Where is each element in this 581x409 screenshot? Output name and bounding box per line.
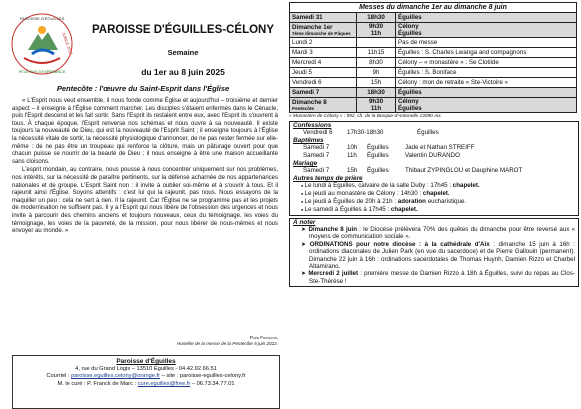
- mass-day-cell: Dimanche 1er 7ème dimanche de Pâques: [290, 23, 357, 38]
- list-item: Samedi 7 10h Éguilles Jade et Nathan STREIFF: [303, 144, 475, 151]
- mariage-title: Mariage: [293, 160, 318, 167]
- left-column: [4, 4, 280, 405]
- mass-day-cell: Jeudi 5: [290, 68, 357, 78]
- table-row: [290, 58, 577, 68]
- mass-time-cell: 15h: [357, 78, 396, 88]
- table-row: [290, 13, 577, 23]
- confessions-title: Confessions: [293, 122, 332, 129]
- mass-place-cell: Pas de messe: [396, 38, 577, 48]
- confessions-section: [289, 121, 579, 216]
- parish-contact-box: [12, 355, 280, 409]
- table-row: [290, 98, 577, 113]
- list-item: Samedi 7 11h Éguilles Valentin DURANDO: [303, 152, 460, 159]
- homily-paragraph: « L'Esprit nous veut ensemble, il nous fonde comme Église et aujourd'hui – troisième et dernier aspect – il enseigne à l'Église comment marcher. Les disciples s'étaient enfermés dans le Cénacle, puis l'Esprit descend et les fait sortir. Sans l'Esprit ils restaient entre eux, avec l'Esprit ils s'ouvrent à tous. À chaque époque, l'Esprit renverse nos schémas et nous ouvre à sa nouveauté. Il existe toujours la nouveauté de Dieu, qui est la nouveauté de l'Esprit Saint ; il enseigne toujours à l'Église la nécessité vitale de sortir, la nécessité physiologique d'annoncer, de ne pas rester fermée sur elle-même : de ne pas être un troupeau qui renforce la clôture, mais un pâturage ouvert pour que chacun puisse se nourrir de la beauté de Dieu ; il nous enseigne à être une maison accueillante sans cloisons.: [12, 98, 278, 165]
- mass-day-cell: Dimanche 8 Pentecôte: [290, 98, 357, 113]
- mass-place-cell: Éguilles : S. Charles Lwanga and compagnons: [396, 48, 577, 58]
- list-item: ● Le jeudi à Éguilles de 20h à 21h : adoration eucharistique.: [301, 198, 467, 205]
- table-row: [290, 48, 577, 58]
- bullet-icon: ●: [301, 207, 305, 212]
- table-row: [290, 88, 577, 98]
- homily-text: [12, 98, 278, 237]
- table-row: [290, 38, 577, 48]
- mass-place-cell: Célony – « monastère » : Se Clotilde: [396, 58, 577, 68]
- a-noter-list: [293, 226, 575, 285]
- mass-table-header: Messes du dimanche 1er au dimanche 8 juin: [290, 3, 577, 13]
- monastery-note: « Monastère de Célony » : 952, ch. de la Bosque-d'Antonelle 13090 Aix.: [289, 114, 443, 119]
- parish-email-line: Courriel : paroisse.eguilles.celony@orange.fr – site : paroisse-eguilles-celony.fr: [46, 373, 246, 380]
- prayer-list: [293, 182, 575, 214]
- svg-text:PAROISSE D'ÉGUILLES: PAROISSE D'ÉGUILLES: [19, 16, 65, 21]
- mass-schedule-table: [289, 2, 577, 113]
- theme-title: Pentecôte : l'œuvre du Saint-Esprit dans l'Église: [56, 84, 230, 93]
- mass-time-cell: 9h30 11h: [357, 23, 396, 38]
- mass-time-cell: 18h30: [357, 88, 396, 98]
- mass-day-cell: Samedi 31: [290, 13, 357, 23]
- table-row: [290, 78, 577, 88]
- mass-place-cell: Célony Éguilles: [396, 23, 577, 38]
- cure-email-link[interactable]: cure.eguilles@free.fr: [137, 380, 191, 387]
- mass-time-cell: 11h15: [357, 48, 396, 58]
- mass-day-cell: Samedi 7: [290, 88, 357, 98]
- homily-signature: [104, 335, 278, 347]
- mass-place-cell: Éguilles : S. Boniface: [396, 68, 577, 78]
- bullet-icon: ●: [301, 199, 305, 204]
- arrow-icon: ➤: [301, 270, 309, 278]
- a-noter-title: À noter: [293, 219, 316, 226]
- list-item: ➤ Mercredi 2 juillet : première messe de Damien Rizzo à 18h à Éguilles, suivi du repas au Clos-Ste-Thérèse !: [301, 270, 575, 285]
- mass-time-cell: 8h30: [357, 58, 396, 68]
- parish-address: 4, rue du Grand Logis – 13510 Éguilles - 04.42.92.66.51: [75, 365, 217, 372]
- baptemes-title: Baptêmes: [293, 137, 324, 144]
- parish-email-link[interactable]: paroisse.eguilles.celony@orange.fr: [71, 373, 161, 380]
- mass-time-cell: 18h30: [357, 13, 396, 23]
- cure-line: M. le curé : P. Franck de Marc : cure.eguilles@free.fr – 06.73.34.77.01: [57, 380, 235, 387]
- svg-text:PÈLERINS D'ESPÉRANCE: PÈLERINS D'ESPÉRANCE: [18, 70, 66, 74]
- week-dates: du 1er au 8 juin 2025: [141, 67, 225, 77]
- mass-day-cell: Lundi 2: [290, 38, 357, 48]
- table-row: [290, 23, 577, 38]
- signature-source: Homélie de la messe de la Pentecôte 5 juin 2022.: [176, 341, 278, 346]
- arrow-icon: ➤: [301, 226, 309, 233]
- mass-time-cell: 9h30 11h: [357, 98, 396, 113]
- arrow-icon: ➤: [301, 240, 310, 248]
- mass-day-cell: Mardi 3: [290, 48, 357, 58]
- signature-name: Pape François,: [249, 335, 278, 340]
- list-item: ➤ ORDINATIONS pour notre diocèse : à la cathédrale d'Aix : dimanche 15 juin à 16h : ordinations diaconales de Julien Park (en vue du sacerdoce) et de Pierre Gallouin (permanent). Dimanche 22 juin à 16h : ordinations sacerdotales de Thomas Huynh, Damien Rizzo et Charbel Altamirano.: [301, 240, 576, 271]
- list-item: ● Le samedi à Éguilles à 17h45 : chapelet.: [301, 206, 418, 213]
- homily-paragraph: L'esprit mondain, au contraire, nous pousse à nous concentrer uniquement sur nos problèmes, nos intérêts, sur la nécessité de paraître pertinents, sur la défense acharnée de nos appartenances nationales et de groupe. L'Esprit Saint non : il invite à oublier soi-même et à s'ouvrir à tous. Et il rajeunit ainsi l'Église. Soyons attentifs : c'est lui qui la rajeunit, pas nous. Nous essayons de la maquiller un peu : cela ne sert à rien. Il la rajeunit. Car l'Église ne se programme pas et les projets de modernisation ne suffisent pas. Il y a l'Esprit qui nous libère de l'obsession des urgences et nous invite à parcourir des chemins anciens et toujours nouveaux, ceux du témoignage, les voies du témoignage, les voies de la pauvreté, de la mission, pour nous libérer de nous-mêmes et nous envoyer au monde. »: [12, 167, 278, 235]
- list-item: ● Le lundi à Éguilles, calvaire de la salle Duby : 17h45 : chapelet.: [301, 182, 480, 189]
- right-column: [289, 2, 579, 287]
- mass-time-cell: [357, 38, 396, 48]
- mass-day-cell: Mercredi 4: [290, 58, 357, 68]
- prayer-title: Autres temps de prière: [293, 175, 363, 182]
- mass-place-cell: Célony : mon de retraite « Ste-Victoire »: [396, 78, 577, 88]
- svg-text:JUBILÉ 2025: JUBILÉ 2025: [61, 31, 74, 56]
- table-row: [290, 68, 577, 78]
- page-title: PAROISSE D'ÉGUILLES-CÉLONY: [91, 24, 275, 36]
- a-noter-section: [289, 218, 579, 287]
- bullet-icon: ●: [301, 191, 305, 196]
- bullet-icon: ●: [301, 183, 305, 188]
- week-label: Semaine: [167, 48, 199, 57]
- mass-place-cell: Célony Éguilles: [396, 98, 577, 113]
- list-item: ➤ Dimanche 8 juin : le Diocèse prélèvera 70% des quêtes du dimanche pour être reversé aux « moyens de communication sociale ».: [301, 226, 576, 241]
- mass-table-body: [290, 13, 577, 113]
- parish-name: Paroisse d'Éguilles: [116, 358, 176, 365]
- list-item: ● Le jeudi au monastère de Célony : 14h30 : chapelet.: [301, 190, 450, 197]
- jubilee-logo: [8, 10, 76, 78]
- list-item: Vendredi 6 17h30-18h30 Éguilles: [303, 129, 439, 136]
- parish-site[interactable]: – site : paroisse-eguilles-celony.fr: [161, 373, 246, 380]
- mass-day-cell: Vendredi 6: [290, 78, 357, 88]
- list-item: Samedi 7 15h Éguilles Thibaut ZYPINGLOU et Dauphine MAROT: [303, 167, 523, 174]
- mass-time-cell: 9h: [357, 68, 396, 78]
- mass-place-cell: Éguilles: [396, 13, 577, 23]
- mass-place-cell: Éguilles: [396, 88, 577, 98]
